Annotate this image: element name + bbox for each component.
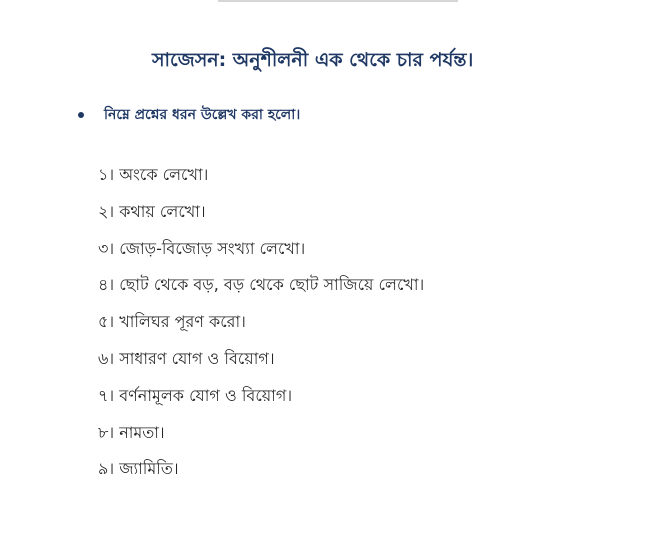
bullet-heading: নিম্নে প্রশ্নের ধরন উল্লেখ করা হলো। xyxy=(104,107,301,123)
list-item: ৮। নামতা। xyxy=(98,422,165,442)
list-item: ৭। বর্ণনামূলক যোগ ও বিয়োগ। xyxy=(98,385,293,405)
list-item: ৫। খালিঘর পূরণ করো। xyxy=(98,312,246,332)
list-item: ২। কথায় লেখো। xyxy=(98,201,206,221)
list-item: ৪। ছোট থেকে বড়, বড় থেকে ছোট সাজিয়ে লেখো। xyxy=(98,275,425,295)
bullet-icon xyxy=(78,112,84,118)
list-item: ১। অংকে লেখো। xyxy=(98,165,209,184)
page-top-edge xyxy=(218,0,458,2)
list-item: ৯। জ্যামিতি। xyxy=(98,459,179,479)
list-item: ৬। সাধারণ যোগ ও বিয়োগ। xyxy=(98,348,275,368)
question-type-list xyxy=(98,160,424,491)
list-item: ৩। জোড়-বিজোড় সংখ্যা লেখো। xyxy=(98,238,306,258)
document-title: সাজেসন: অনুশীলনী এক থেকে চার পর্যন্ত। xyxy=(152,49,474,71)
bullet-heading-row xyxy=(78,104,300,126)
